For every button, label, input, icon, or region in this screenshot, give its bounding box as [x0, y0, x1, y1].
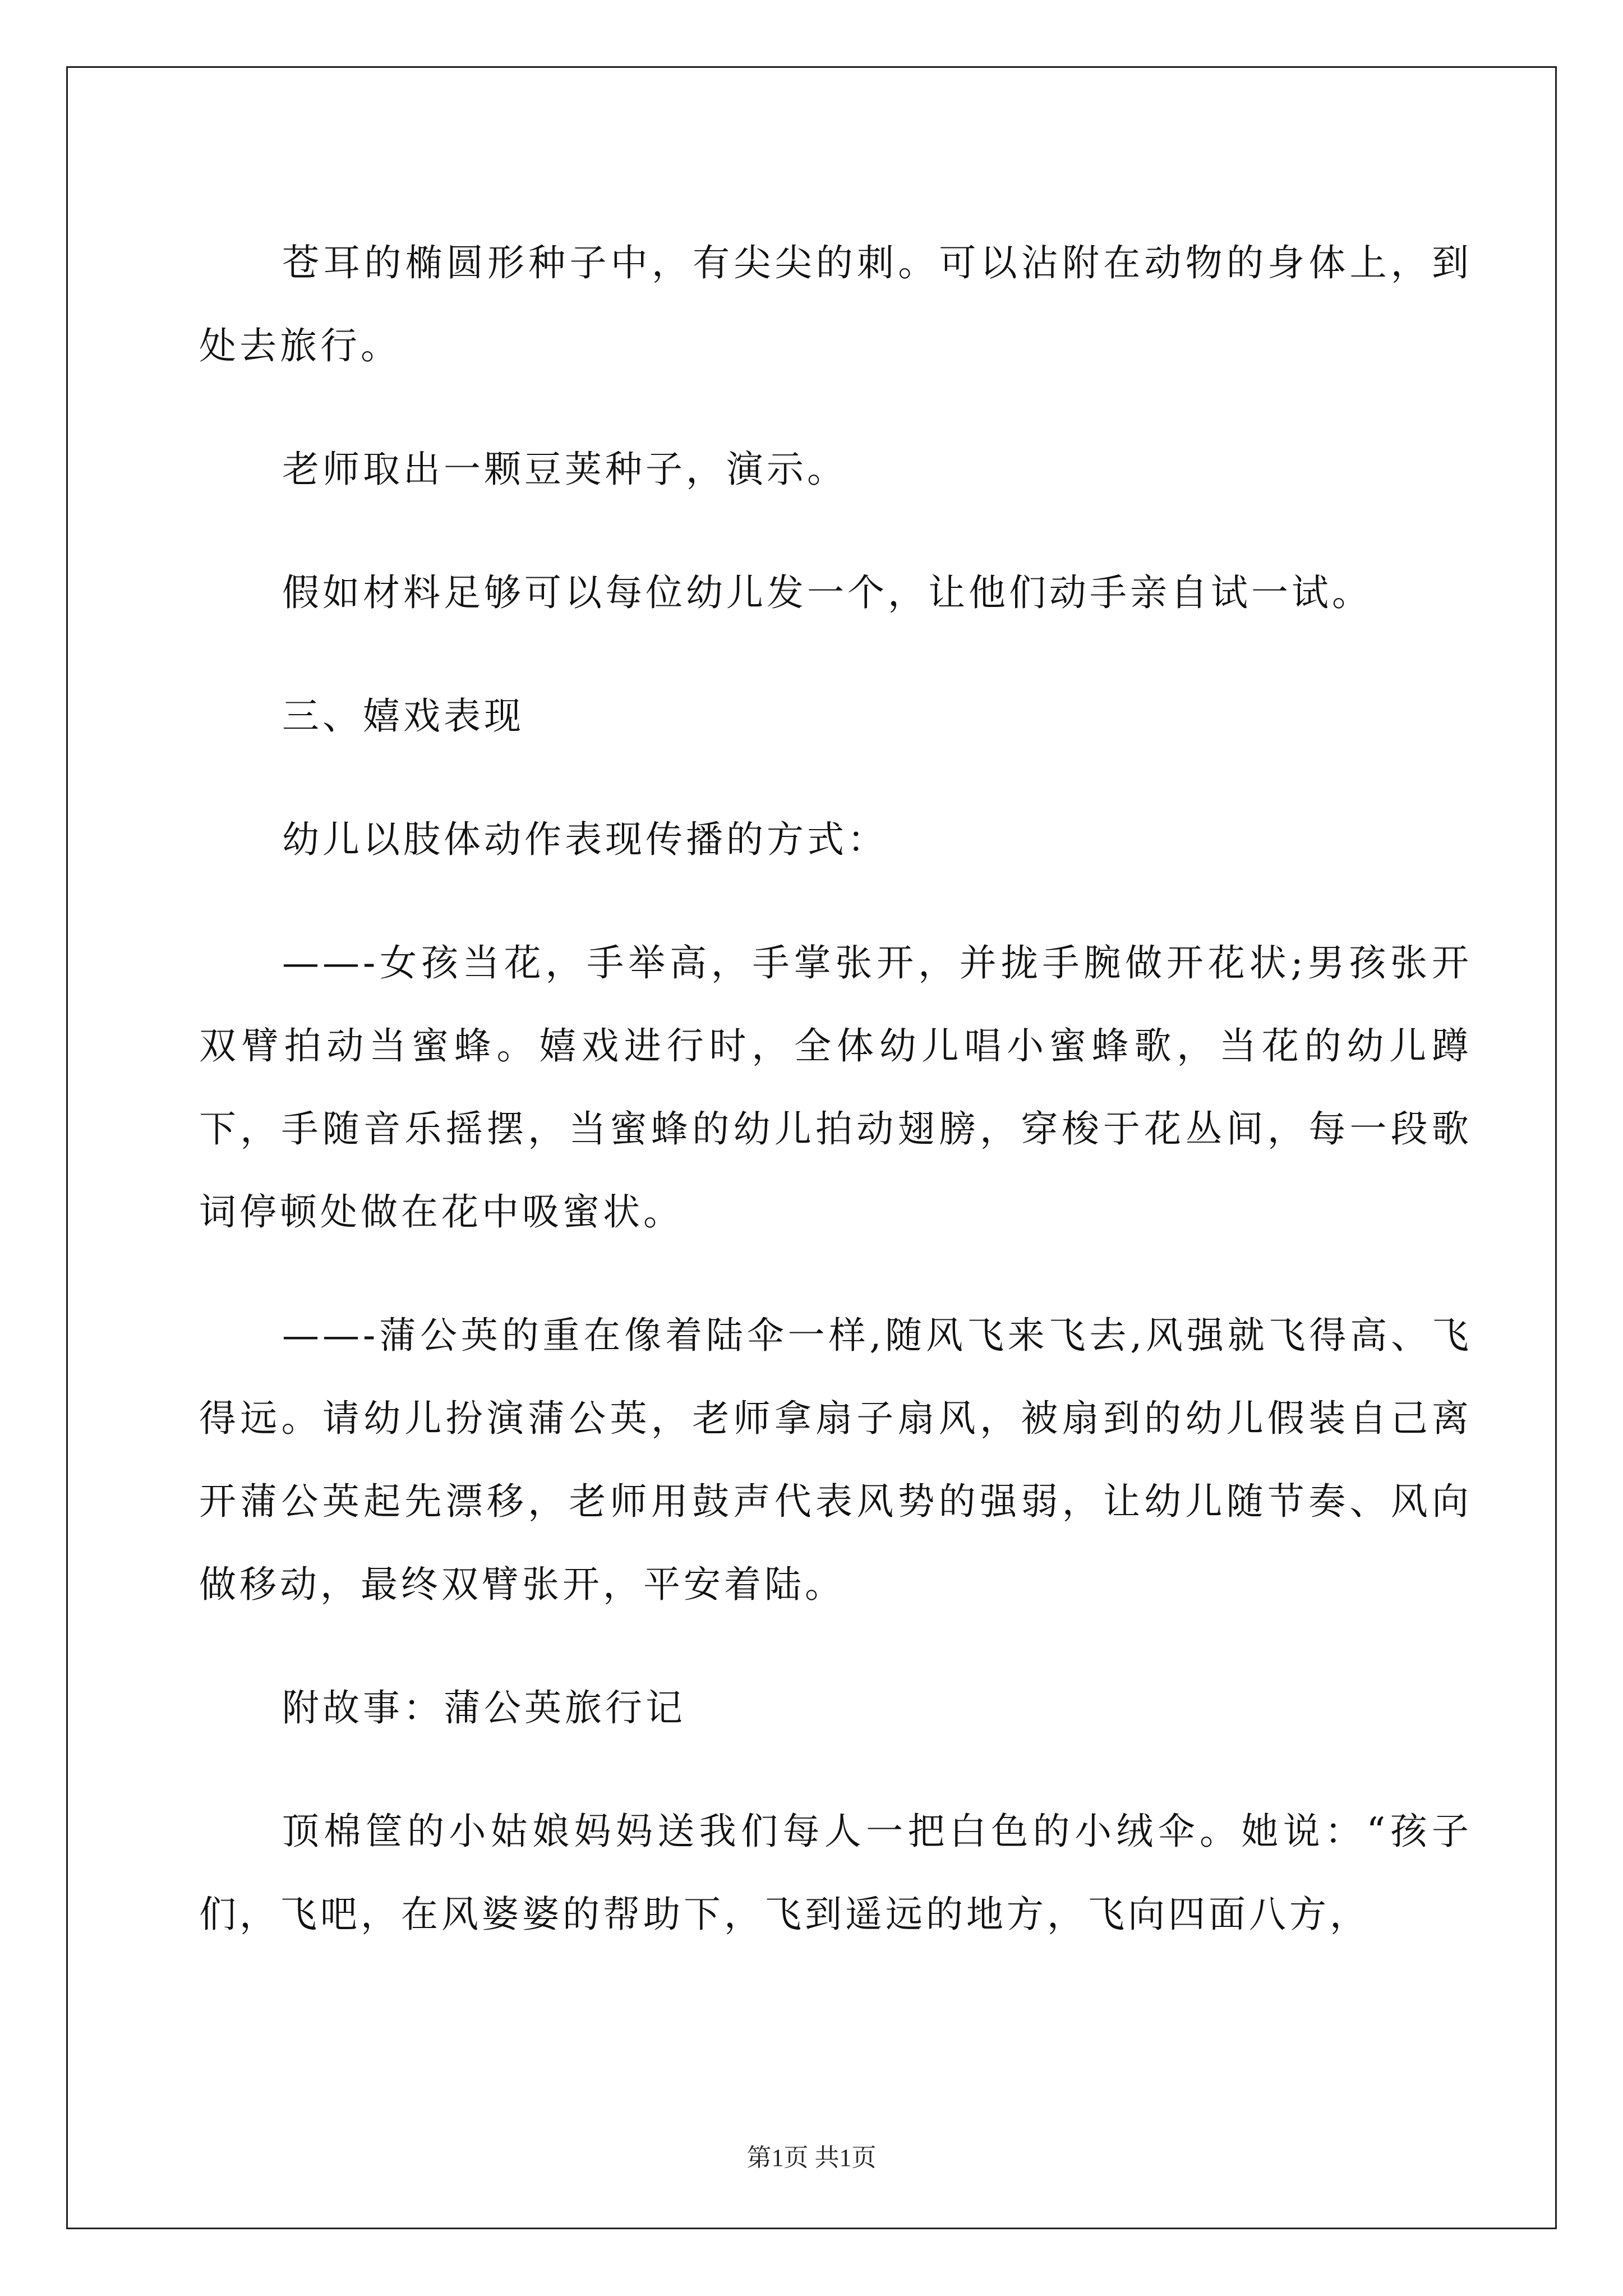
section-heading: 三、嬉戏表现: [282, 694, 524, 738]
page-footer: 第1页 共1页: [746, 2144, 877, 2171]
paragraph-7: ——-蒲公英的重在像着陆伞一样,随风飞来飞去,风强就飞得高、飞得远。请幼儿扮演蒲公英，老师拿扇子扇风，被扇到的幼儿假装自己离开蒲公英起先漂移，老师用鼓声代表风势的强弱，让幼儿随节奏、风向做移动，最终双臂张开，平安着陆。: [199, 1314, 1472, 1606]
paragraph-9: 顶棉筐的小姑娘妈妈送我们每人一把白色的小绒伞。她说：“孩子们，飞吧，在风婆婆的帮助下，飞到遥远的地方，飞向四面八方，: [199, 1810, 1472, 1936]
document-body: [199, 222, 1472, 1996]
paragraph-2: 老师取出一颗豆荚种子，演示。: [282, 448, 847, 491]
paragraph-1: 苍耳的椭圆形种子中，有尖尖的刺。可以沾附在动物的身体上，到处去旅行。: [199, 241, 1472, 367]
paragraph-5: 幼儿以肢体动作表现传播的方式：: [282, 818, 888, 861]
paragraph-3: 假如材料足够可以每位幼儿发一个，让他们动手亲自试一试。: [282, 571, 1372, 614]
paragraph-6: ——-女孩当花，手举高，手掌张开，并拢手腕做开花状;男孩张开双臂拍动当蜜蜂。嬉戏进行时，全体幼儿唱小蜜蜂歌，当花的幼儿蹲下，手随音乐摇摆，当蜜蜂的幼儿拍动翅膀，穿梭于花丛间，每一段歌词停顿处做在花中吸蜜状。: [199, 941, 1472, 1234]
story-title: 附故事：蒲公英旅行记: [282, 1686, 686, 1729]
